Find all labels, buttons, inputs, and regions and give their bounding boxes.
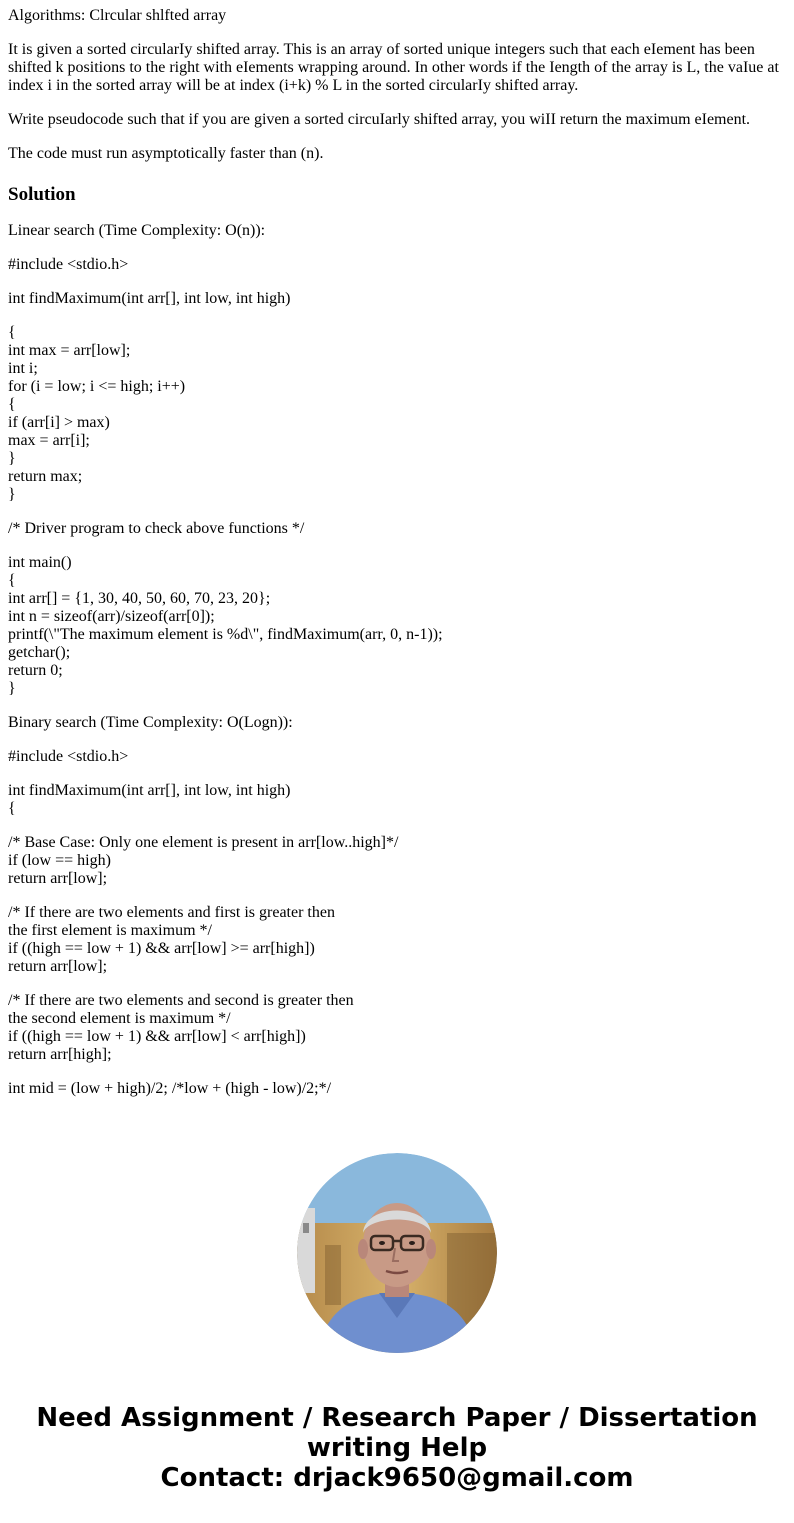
code-line: printf(\"The maximum element is %d\", findMaximum(arr, 0, n-1));	[8, 626, 443, 643]
solution-heading: Solution	[8, 184, 76, 205]
code-line: int n = sizeof(arr)/sizeof(arr[0]);	[8, 608, 215, 625]
code-line: for (i = low; i <= high; i++)	[8, 378, 186, 395]
code-line: {	[8, 396, 16, 413]
solution-block	[8, 554, 788, 698]
solution-body	[8, 222, 788, 1098]
code-line: {	[8, 572, 16, 589]
question-title: Algorithms: Clrcular shlfted array	[8, 7, 227, 24]
code-line: the second element is maximum */	[8, 1010, 231, 1027]
code-line: int findMaximum(int arr[], int low, int high)	[8, 290, 291, 307]
code-line: }	[8, 680, 16, 697]
document-content	[8, 7, 788, 1114]
code-line: int findMaximum(int arr[], int low, int high)	[8, 782, 291, 799]
code-line: Binary search (Time Complexity: O(Logn)):	[8, 714, 293, 731]
solution-block	[8, 748, 788, 766]
solution-block	[8, 782, 788, 818]
solution-block	[8, 992, 788, 1064]
code-line: }	[8, 486, 16, 503]
code-line: return arr[high];	[8, 1046, 112, 1063]
code-line: }	[8, 450, 16, 467]
solution-block	[8, 222, 788, 240]
code-line: {	[8, 324, 16, 341]
person-photo-icon	[297, 1153, 497, 1353]
code-line: /* Driver program to check above functions */	[8, 520, 305, 537]
question-paragraph: The code must run asymptotically faster than (n).	[8, 145, 324, 162]
code-line: if ((high == low + 1) && arr[low] >= arr[high])	[8, 940, 315, 957]
author-avatar	[297, 1153, 497, 1353]
solution-block	[8, 520, 788, 538]
solution-block	[8, 324, 788, 504]
code-line: /* Base Case: Only one element is present in arr[low..high]*/	[8, 834, 399, 851]
solution-block	[8, 290, 788, 308]
contact-banner	[0, 1403, 794, 1493]
solution-block	[8, 1080, 788, 1098]
cta-line: Need Assignment / Research Paper / Dissertation	[36, 1403, 758, 1433]
solution-block	[8, 834, 788, 888]
code-line: getchar();	[8, 644, 71, 661]
solution-block	[8, 904, 788, 976]
code-line: Linear search (Time Complexity: O(n)):	[8, 222, 266, 239]
code-line: {	[8, 800, 16, 817]
code-line: int mid = (low + high)/2; /*low + (high - low)/2;*/	[8, 1080, 332, 1097]
solution-block	[8, 256, 788, 274]
code-line: int arr[] = {1, 30, 40, 50, 60, 70, 23, 20};	[8, 590, 271, 607]
code-line: if ((high == low + 1) && arr[low] < arr[high])	[8, 1028, 306, 1045]
code-line: int max = arr[low];	[8, 342, 131, 359]
question-paragraph: It is given a sorted circularIy shifted array. This is an array of sorted unique integers such that each eIement has been shifted k positions to the right with eIements wrapping around. In other words if the Iength of the array is L, the vaIue at index i in the sorted array will be at index (i+k) % L in the sorted circularIy shifted array.	[8, 41, 779, 94]
cta-line: writing Help	[306, 1433, 488, 1463]
code-line: int i;	[8, 360, 38, 377]
code-line: #include <stdio.h>	[8, 256, 129, 273]
code-line: if (arr[i] > max)	[8, 414, 110, 431]
code-line: return arr[low];	[8, 958, 108, 975]
contact-email[interactable]: Contact: drjack9650@gmail.com	[160, 1463, 634, 1493]
code-line: #include <stdio.h>	[8, 748, 129, 765]
code-line: if (low == high)	[8, 852, 111, 869]
code-line: return max;	[8, 468, 83, 485]
code-line: return 0;	[8, 662, 63, 679]
code-line: max = arr[i];	[8, 432, 90, 449]
code-line: the first element is maximum */	[8, 922, 212, 939]
solution-block	[8, 714, 788, 732]
code-line: return arr[low];	[8, 870, 108, 887]
code-line: /* If there are two elements and first is greater then	[8, 904, 335, 921]
question-paragraph: Write pseudocode such that if you are given a sorted circuIarly shifted array, you wiII return the maximum eIement.	[8, 111, 751, 128]
code-line: int main()	[8, 554, 72, 571]
code-line: /* If there are two elements and second is greater then	[8, 992, 354, 1009]
